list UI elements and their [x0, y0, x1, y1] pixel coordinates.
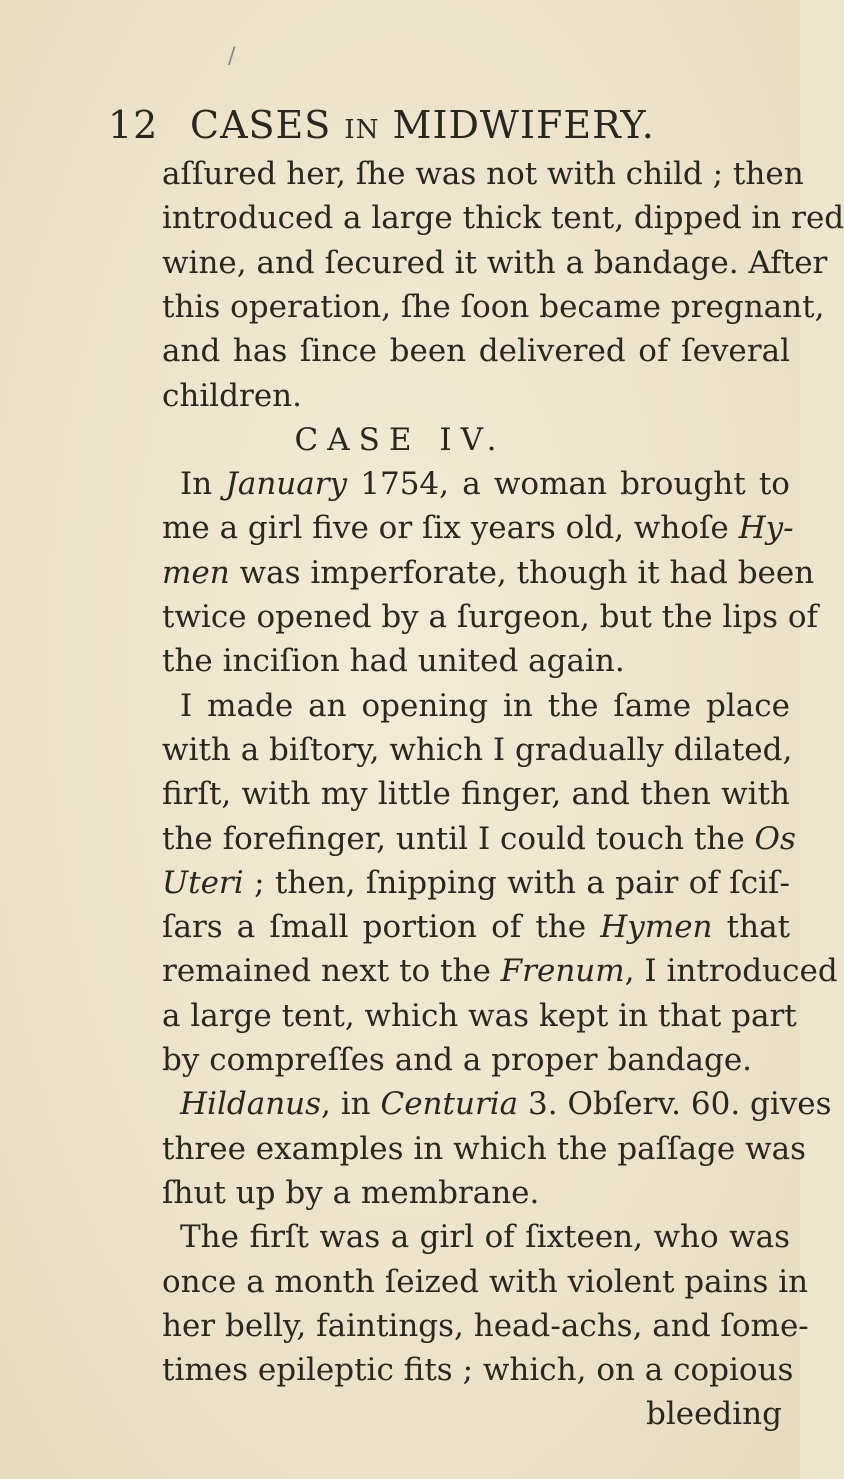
- text-line: with a biſtory, which I gradually dilated,: [162, 732, 793, 768]
- running-title: CASES IN MIDWIFERY.: [190, 103, 655, 147]
- page-number: 12: [108, 103, 159, 147]
- text-line: children.: [162, 378, 302, 414]
- text-line: The firſt was a girl of ſixteen, who was: [180, 1219, 790, 1255]
- stray-mark: /: [228, 44, 236, 69]
- text-line: I made an opening in the ſame place: [180, 688, 790, 724]
- text-line: once a month ſeized with violent pains in: [162, 1264, 809, 1300]
- text-line: ſars a ſmall portion of the Hymen that: [162, 909, 791, 945]
- case-heading: CASE IV.: [294, 422, 506, 458]
- text-line: introduced a large thick tent, dipped in red: [162, 200, 844, 236]
- catchword: bleeding: [645, 1396, 782, 1432]
- text-line: aſſured her, ſhe was not with child ; then: [162, 156, 804, 192]
- text-line: firſt, with my little finger, and then with: [162, 776, 790, 812]
- text-line: three examples in which the paſſage was: [162, 1131, 807, 1167]
- text-line: Uteri ; then, ſnipping with a pair of ſciſ-: [162, 865, 790, 901]
- text-line: wine, and ſecured it with a bandage. After: [162, 245, 828, 281]
- text-line: twice opened by a ſurgeon, but the lips of: [162, 599, 818, 635]
- text-line: her belly, faintings, head-achs, and ſome-: [162, 1308, 809, 1344]
- text-line: the inciſion had united again.: [162, 643, 625, 679]
- text-line: times epileptic fits ; which, on a copious: [162, 1352, 794, 1388]
- text-line: ſhut up by a membrane.: [162, 1175, 540, 1211]
- text-line: the forefinger, until I could touch the Os: [162, 821, 796, 857]
- text-line: and has ſince been delivered of ſeveral: [162, 333, 790, 369]
- text-line: men was imperforate, though it had been: [162, 555, 815, 591]
- running-header: [108, 100, 688, 150]
- text-line: In January 1754, a woman brought to: [180, 466, 790, 502]
- text-line: this operation, ſhe ſoon became pregnant,: [162, 289, 825, 325]
- text-line: by compreſſes and a proper bandage.: [162, 1042, 753, 1078]
- text-line: a large tent, which was kept in that part: [162, 998, 797, 1034]
- text-line: me a girl five or ſix years old, whoſe Hy-: [162, 510, 794, 546]
- text-line: remained next to the Frenum, I introduced: [162, 953, 838, 989]
- text-line: Hildanus, in Centuria 3. Obſerv. 60. gives: [180, 1086, 832, 1122]
